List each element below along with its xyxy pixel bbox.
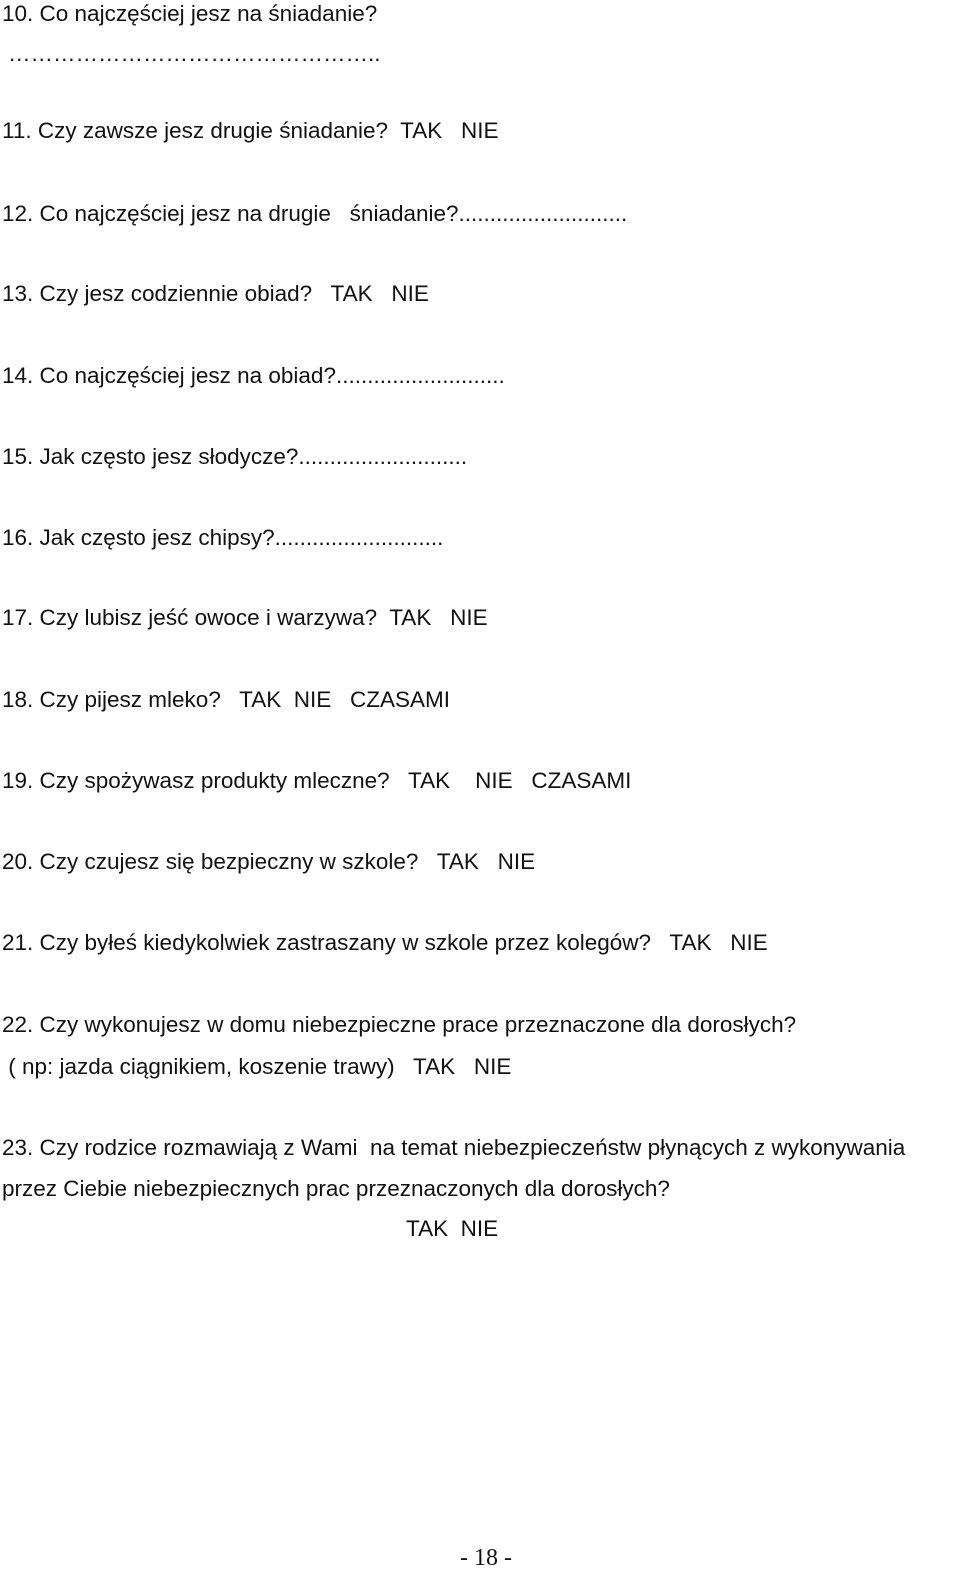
answer-line-10: …………………………………………..: [8, 41, 381, 66]
question-12: 12. Co najczęściej jesz na drugie śniadanie?...........................: [2, 201, 628, 226]
question-17: 17. Czy lubisz jeść owoce i warzywa? TAK NIE: [2, 605, 488, 630]
page-number: - 18 -: [460, 1545, 512, 1571]
question-23-continued: przez Ciebie niebezpiecznych prac przeznaczonych dla dorosłych?: [2, 1176, 670, 1201]
question-15: 15. Jak często jesz słodycze?...........................: [2, 444, 468, 469]
question-18: 18. Czy pijesz mleko? TAK NIE CZASAMI: [2, 687, 451, 712]
question-23-answer: TAK NIE: [406, 1216, 499, 1241]
question-16: 16. Jak często jesz chipsy?...........................: [2, 525, 444, 550]
question-11: 11. Czy zawsze jesz drugie śniadanie? TAK NIE: [2, 118, 499, 143]
question-10: 10. Co najczęściej jesz na śniadanie?: [2, 1, 378, 26]
question-21: 21. Czy byłeś kiedykolwiek zastraszany w szkole przez kolegów? TAK NIE: [2, 930, 768, 955]
question-13: 13. Czy jesz codziennie obiad? TAK NIE: [2, 281, 429, 306]
question-20: 20. Czy czujesz się bezpieczny w szkole? TAK NIE: [2, 849, 536, 874]
question-22-continued: ( np: jazda ciągnikiem, koszenie trawy) TAK NIE: [2, 1054, 512, 1079]
question-19: 19. Czy spożywasz produkty mleczne? TAK NIE CZASAMI: [2, 768, 632, 793]
question-14: 14. Co najczęściej jesz na obiad?...........................: [2, 363, 505, 388]
question-22: 22. Czy wykonujesz w domu niebezpieczne prace przeznaczone dla dorosłych?: [2, 1012, 797, 1037]
question-23: 23. Czy rodzice rozmawiają z Wami na temat niebezpieczeństw płynących z wykonywania: [2, 1135, 906, 1160]
